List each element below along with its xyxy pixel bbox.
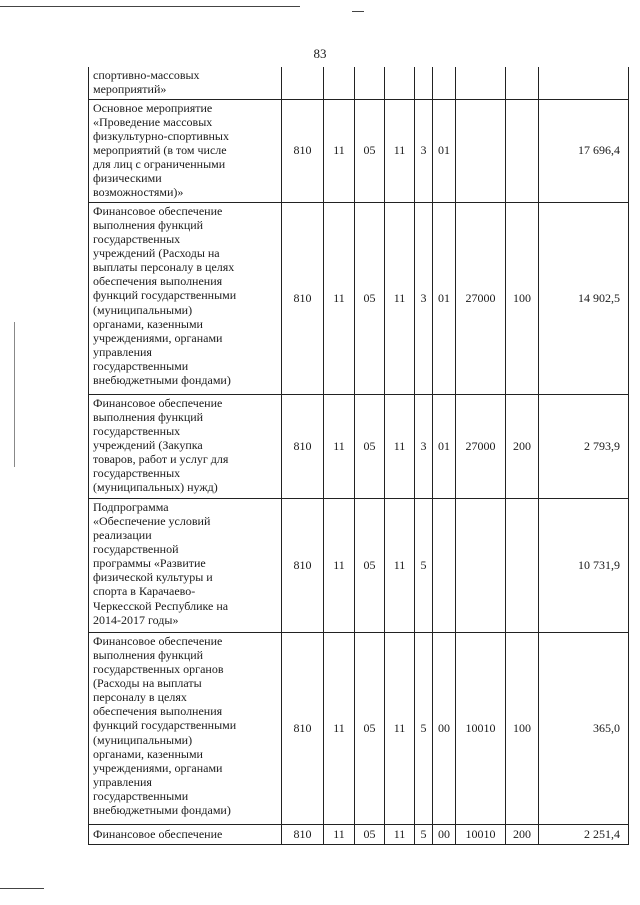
table-row: [89, 498, 629, 632]
cell-amount: 14 902,5: [539, 202, 629, 394]
scan-edge-line-bottom: [0, 888, 44, 889]
cell-event: [433, 67, 456, 99]
cell-section: 11: [324, 99, 355, 202]
cell-subsection: 05: [355, 632, 385, 824]
scan-edge-line-top-right: [352, 11, 364, 12]
cell-direction: 10010: [456, 824, 506, 844]
cell-subsection: 05: [355, 394, 385, 498]
cell-expense-type: 100: [506, 202, 539, 394]
cell-direction: [456, 67, 506, 99]
row-name: спортивно-массовых мероприятий»: [89, 67, 282, 99]
cell-program: 11: [385, 498, 415, 632]
cell-expense-type: 200: [506, 824, 539, 844]
cell-amount: 2 251,4: [539, 824, 629, 844]
cell-subsection: 05: [355, 824, 385, 844]
cell-event: [433, 498, 456, 632]
cell-gov: 810: [282, 632, 324, 824]
cell-gov: 810: [282, 498, 324, 632]
row-name: Финансовое обеспечение выполнения функций государственных органов (Расходы на выплаты персоналу в целях обеспечения выполнения функций государственными (муниципальными) органами, казенными учреждениями, органами управления государственными внебюджетными фондами): [89, 632, 282, 824]
cell-subsection: [355, 67, 385, 99]
cell-amount: 17 696,4: [539, 99, 629, 202]
table-row: [89, 202, 629, 394]
cell-amount: 10 731,9: [539, 498, 629, 632]
cell-subprogram: 5: [415, 632, 433, 824]
page-number: 83: [313, 46, 327, 61]
cell-section: 11: [324, 498, 355, 632]
cell-direction: 27000: [456, 394, 506, 498]
cell-event: 01: [433, 202, 456, 394]
cell-gov: 810: [282, 99, 324, 202]
row-name: Финансовое обеспечение выполнения функций государственных учреждений (Закупка товаров, работ и услуг для государственных (муниципальных) нужд): [89, 394, 282, 498]
cell-amount: 2 793,9: [539, 394, 629, 498]
table-row: [89, 99, 629, 202]
cell-expense-type: 100: [506, 632, 539, 824]
cell-subprogram: [415, 67, 433, 99]
cell-section: 11: [324, 824, 355, 844]
cell-direction: 27000: [456, 202, 506, 394]
cell-event: 01: [433, 394, 456, 498]
cell-subprogram: 5: [415, 824, 433, 844]
cell-subprogram: 3: [415, 394, 433, 498]
cell-gov: 810: [282, 202, 324, 394]
cell-subsection: 05: [355, 498, 385, 632]
cell-section: [324, 67, 355, 99]
cell-program: 11: [385, 99, 415, 202]
row-name: Подпрограмма «Обеспечение условий реализации государственной программы «Развитие физической культуры и спорта в Карачаево- Черкесской Республике на 2014-2017 годы»: [89, 498, 282, 632]
cell-program: [385, 67, 415, 99]
cell-amount: [539, 67, 629, 99]
cell-gov: 810: [282, 824, 324, 844]
cell-subprogram: 3: [415, 99, 433, 202]
cell-event: 00: [433, 824, 456, 844]
cell-subsection: 05: [355, 202, 385, 394]
row-name: Финансовое обеспечение: [89, 824, 282, 844]
cell-expense-type: [506, 498, 539, 632]
cell-program: 11: [385, 394, 415, 498]
cell-subsection: 05: [355, 99, 385, 202]
cell-gov: 810: [282, 394, 324, 498]
cell-program: 11: [385, 632, 415, 824]
scan-edge-line-top: [0, 6, 300, 7]
cell-section: 11: [324, 394, 355, 498]
cell-program: 11: [385, 202, 415, 394]
cell-subprogram: 5: [415, 498, 433, 632]
table-row: [89, 67, 629, 99]
cell-direction: 10010: [456, 632, 506, 824]
cell-direction: [456, 498, 506, 632]
cell-event: 01: [433, 99, 456, 202]
cell-event: 00: [433, 632, 456, 824]
cell-program: 11: [385, 824, 415, 844]
cell-section: 11: [324, 632, 355, 824]
cell-subprogram: 3: [415, 202, 433, 394]
table-row: [89, 824, 629, 844]
scan-edge-line-margin: [14, 322, 15, 467]
row-name: Финансовое обеспечение выполнения функций государственных учреждений (Расходы на выплаты персоналу в целях обеспечения выполнения функций государственными (муниципальными) органами, казенными учреждениями, органами управления государственными внебюджетными фондами): [89, 202, 282, 394]
cell-direction: [456, 99, 506, 202]
cell-section: 11: [324, 202, 355, 394]
cell-expense-type: [506, 99, 539, 202]
budget-table: [88, 67, 629, 845]
row-name: Основное мероприятие «Проведение массовых физкультурно-спортивных мероприятий (в том числе для лиц с ограниченными физическими возможностями)»: [89, 99, 282, 202]
cell-amount: 365,0: [539, 632, 629, 824]
table-row: [89, 394, 629, 498]
cell-gov: [282, 67, 324, 99]
table-row: [89, 632, 629, 824]
cell-expense-type: [506, 67, 539, 99]
cell-expense-type: 200: [506, 394, 539, 498]
